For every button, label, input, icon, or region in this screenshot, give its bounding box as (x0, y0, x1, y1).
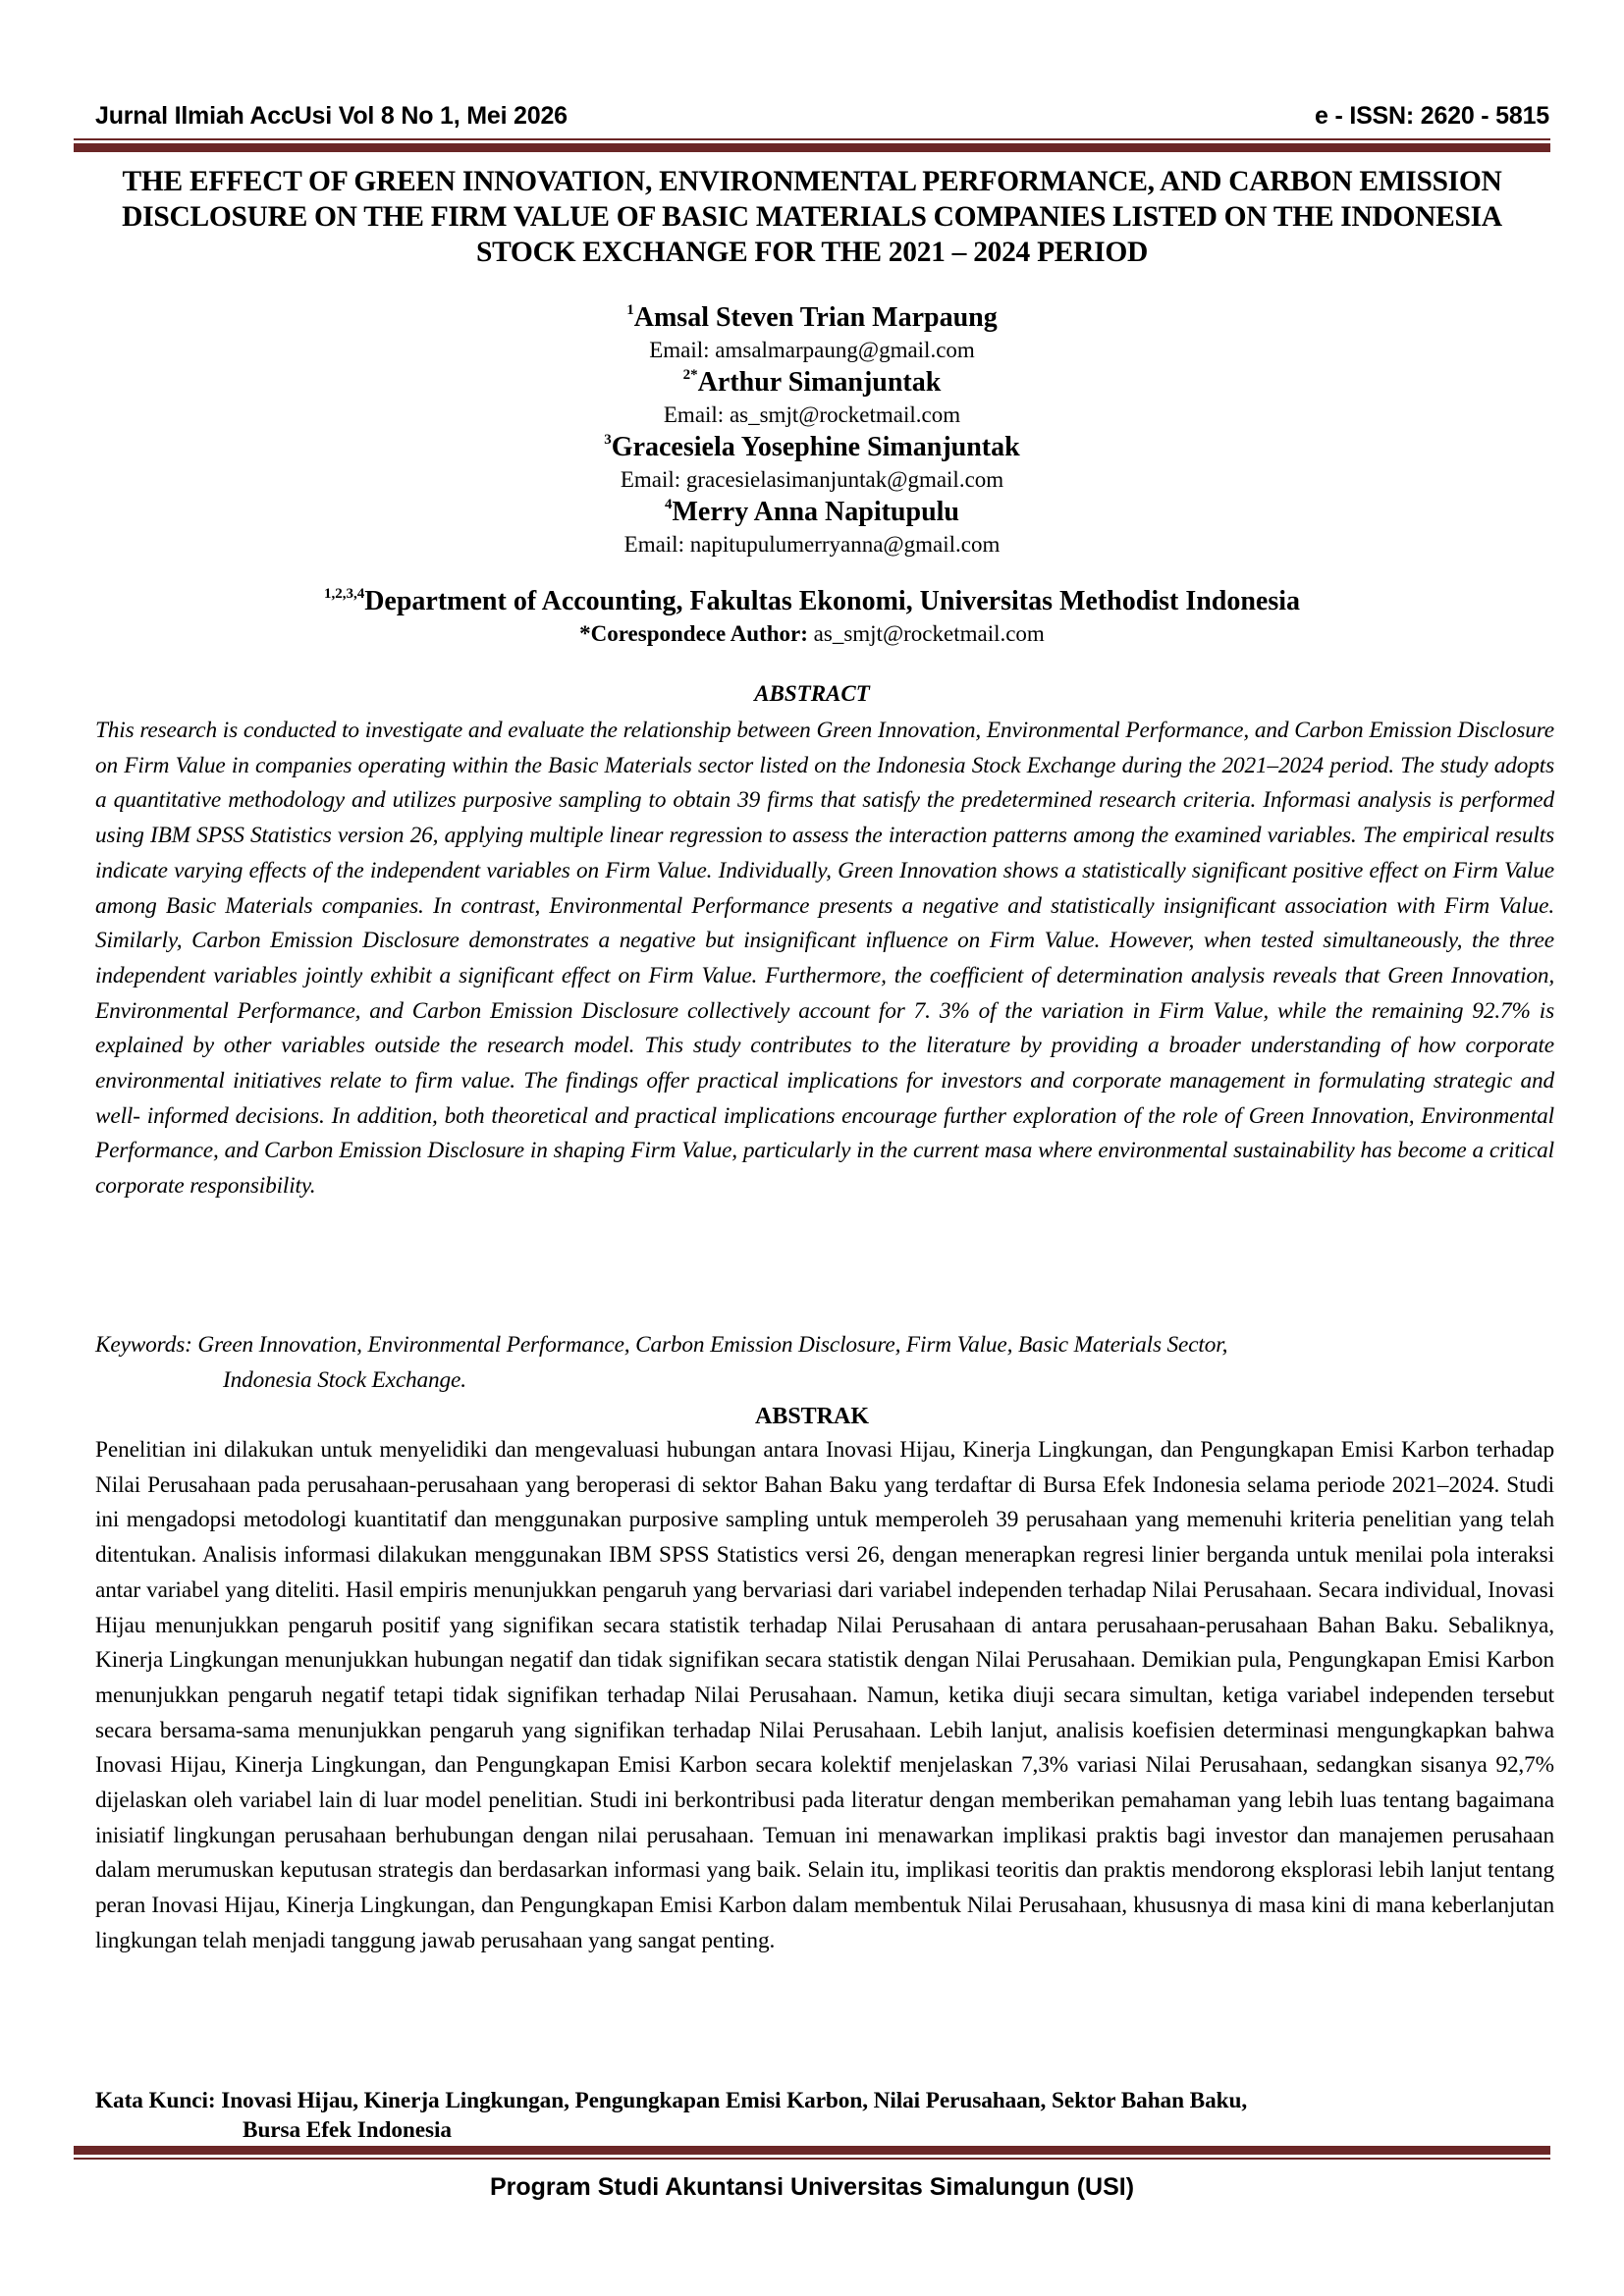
author-marker: 2* (682, 366, 698, 383)
footer-divider-thick-line (74, 2146, 1550, 2155)
abstract-heading: ABSTRACT (754, 681, 870, 706)
affiliation-block (0, 585, 1624, 650)
corresponding-author-label: *Corespondece Author: (579, 621, 808, 646)
corresponding-author (0, 618, 1624, 650)
abstract-body-id: Penelitian ini dilakukan untuk menyelidiki dan mengevaluasi hubungan antara Inovasi Hijau, Kinerja Lingkungan, dan Pengungkapan Emisi Karbon terhadap Nilai Perusahaan pada perusahaan-perusahaan yang beroperasi di sektor Bahan Baku yang terdaftar di Bursa Efek Indonesia selama periode 2021–2024. Studi ini mengadopsi metodologi kuantitatif dan menggunakan purposive sampling untuk memperoleh 39 perusahaan yang memenuhi kriteria penelitian yang telah ditentukan. Analisis informasi dilakukan menggunakan IBM SPSS Statistics versi 26, dengan menerapkan regresi linier berganda untuk menilai pola interaksi antar variabel yang diteliti. Hasil empiris menunjukkan pengaruh yang bervariasi dari variabel independen terhadap Nilai Perusahaan. Secara individual, Inovasi Hijau menunjukkan pengaruh positif yang signifikan secara statistik terhadap Nilai Perusahaan di antara perusahaan-perusahaan Bahan Baku. Sebaliknya, Kinerja Lingkungan menunjukkan hubungan negatif dan tidak signifikan secara statistik dengan Nilai Perusahaan. Demikian pula, Pengungkapan Emisi Karbon menunjukkan pengaruh negatif tetapi tidak signifikan terhadap Nilai Perusahaan. Namun, ketika diuji secara simultan, ketiga variabel independen tersebut secara bersama-sama menunjukkan pengaruh yang signifikan terhadap Nilai Perusahaan. Lebih lanjut, analisis koefisien determinasi mengungkapkan bahwa Inovasi Hijau, Kinerja Lingkungan, dan Pengungkapan Emisi Karbon secara kolektif menjelaskan 7,3% variasi Nilai Perusahaan, sedangkan sisanya 92,7% dijelaskan oleh variabel lain di luar model penelitian. Studi ini berkontribusi pada literatur dengan memberikan pemahaman yang lebih luas tentang bagaimana inisiatif lingkungan perusahaan berhubungan dengan nilai perusahaan. Temuan ini menawarkan implikasi praktis bagi investor dan manajemen perusahaan dalam merumuskan keputusan strategis dan berdasarkan informasi yang baik. Selain itu, implikasi teoritis dan praktis mendorong eksplorasi lebih lanjut tentang peran Inovasi Hijau, Kinerja Lingkungan, dan Pengungkapan Emisi Karbon dalam membentuk Nilai Perusahaan, khususnya di masa kini di mana keberlanjutan lingkungan telah menjadi tanggung jawab perusahaan yang sangat penting. (95, 1437, 1554, 1953)
header-divider-thick-line (74, 143, 1550, 152)
keywords-en (95, 1328, 1554, 1398)
header-divider (74, 138, 1550, 152)
affiliation-marker: 1,2,3,4 (323, 585, 365, 602)
author-name: $^3$Gracesiela Yosephine Simanjuntak (604, 431, 1020, 462)
abstrak-heading: ABSTRAK (754, 1404, 870, 1429)
running-header (95, 97, 1549, 131)
keywords-id-line1: Kata Kunci: Inovasi Hijau, Kinerja Lingkungan, Pengungkapan Emisi Karbon, Nilai Perusahaan, Sektor Bahan Baku, (95, 2088, 1248, 2113)
abstract-body-en: This research is conducted to investigate and evaluate the relationship between Green Innovation, Environmental Performance, and Carbon Emission Disclosure on Firm Value in companies operating within the Basic Materials sector listed on the Indonesia Stock Exchange during the 2021–2024 period. The study adopts a quantitative methodology and utilizes purposive sampling to obtain 39 firms that satisfy the predetermined research criteria. Informasi analysis is performed using IBM SPSS Statistics version 26, applying multiple linear regression to assess the interaction patterns among the examined variables. The empirical results indicate varying effects of the independent variables on Firm Value. Individually, Green Innovation shows a statistically significant positive effect on Firm Value among Basic Materials companies. In contrast, Environmental Performance presents a negative and statistically insignificant association with Firm Value. Similarly, Carbon Emission Disclosure demonstrates a negative but insignificant influence on Firm Value. However, when tested simultaneously, the three independent variables jointly exhibit a significant effect on Firm Value. Furthermore, the coefficient of determination analysis reveals that Green Innovation, Environmental Performance, and Carbon Emission Disclosure collectively account for 7. 3% of the variation in Firm Value, while the remaining 92.7% is explained by other variables outside the research model. This study contributes to the literature by providing a broader understanding of how corporate environmental initiatives relate to firm value. The findings offer practical implications for investors and corporate management in formulating strategic and well- informed decisions. In addition, both theoretical and practical implications encourage further exploration of the role of Green Innovation, Environmental Performance, and Carbon Emission Disclosure in shaping Firm Value, particularly in the current masa where environmental sustainability has become a critical corporate responsibility. (95, 718, 1554, 1200)
author-email: Email: as_smjt@rocketmail.com (663, 402, 961, 427)
author-name: $^4$Merry Anna Napitupulu (665, 496, 959, 527)
issn-label: e - ISSN: 2620 - 5815 (1315, 102, 1549, 130)
running-footer: Program Studi Akuntansi Universitas Simalungun (USI) (489, 2173, 1135, 2201)
author-email: Email: napitupulumerryanna@gmail.com (623, 532, 1001, 557)
author-email: Email: amsalmarpaung@gmail.com (649, 338, 975, 362)
footer-divider-thin-line (74, 2158, 1550, 2160)
journal-citation: Jurnal Ilmiah AccUsi Vol 8 No 1, Mei 2026 (95, 102, 568, 130)
author-list (0, 301, 1624, 561)
keywords-en-line1: Keywords: Green Innovation, Environmental Performance, Carbon Emission Disclosure, Firm Value, Basic Materials Sector, (95, 1332, 1228, 1358)
corresponding-author-email: as_smjt@rocketmail.com (807, 621, 1045, 646)
author-marker: 3 (604, 431, 612, 448)
affiliation: $^{1,2,3,4}$Department of Accounting, Fakultas Ekonomi, Universitas Methodist Indonesia (323, 585, 1301, 616)
author-name: $^1$Amsal Steven Trian Marpaung (626, 301, 998, 333)
keywords-en-line2: Indonesia Stock Exchange. (223, 1366, 466, 1393)
author-marker: 4 (665, 496, 673, 512)
footer-divider (74, 2146, 1550, 2160)
paper-title: THE EFFECT OF GREEN INNOVATION, ENVIRONMENTAL PERFORMANCE, AND CARBON EMISSION DISCLOSURE ON THE FIRM VALUE OF BASIC MATERIALS COMPANIES LISTED ON THE INDONESIA STOCK EXCHANGE FOR THE 2021 – 2024 PERIOD (122, 166, 1502, 268)
author-email: Email: gracesielasimanjuntak@gmail.com (620, 467, 1004, 492)
keywords-id-line2: Bursa Efek Indonesia (243, 2117, 452, 2143)
author-name: $^{2*}$Arthur Simanjuntak (682, 366, 942, 398)
keywords-id (95, 2086, 1554, 2145)
author-marker: 1 (626, 301, 634, 318)
